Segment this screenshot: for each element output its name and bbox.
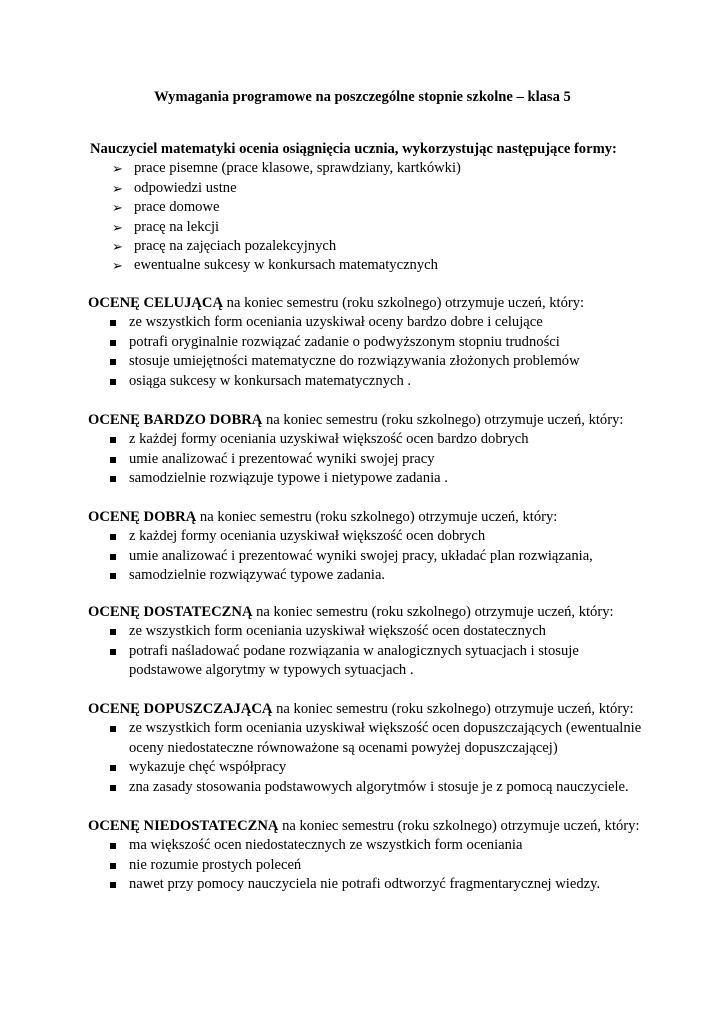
square-bullet-icon bbox=[110, 457, 116, 463]
grade-section-dopuszczajaca bbox=[88, 700, 648, 797]
arrow-bullet-icon: ➢ bbox=[112, 200, 123, 216]
grade-heading-rest: na koniec semestru (roku szkolnego) otrzymuje uczeń, który: bbox=[278, 818, 640, 834]
intro-heading: Nauczyciel matematyki ocenia osiągnięcia ucznia, wykorzystując następujące formy: bbox=[90, 141, 617, 157]
list-item bbox=[88, 622, 648, 641]
list-item bbox=[88, 527, 648, 546]
list-item-text: prace pisemne (prace klasowe, sprawdziany, kartkówki) bbox=[134, 160, 461, 177]
list-item bbox=[90, 218, 650, 237]
grade-heading bbox=[88, 411, 648, 430]
list-item-text: umie analizować i prezentować wyniki swojej pracy bbox=[129, 450, 435, 467]
list-item bbox=[88, 430, 648, 449]
list-item bbox=[88, 333, 648, 352]
list-item-text: samodzielnie rozwiązywać typowe zadania. bbox=[129, 567, 386, 584]
list-item-text: nie rozumie prostych poleceń bbox=[129, 856, 302, 873]
list-item bbox=[90, 256, 650, 275]
grade-heading-rest: na koniec semestru (roku szkolnego) otrzymuje uczeń, który: bbox=[196, 509, 558, 525]
grade-section-bardzo-dobra bbox=[88, 411, 648, 489]
list-item-text: prace domowe bbox=[134, 199, 220, 216]
list-item-text: wykazuje chęć współpracy bbox=[129, 759, 287, 776]
square-bullet-icon bbox=[110, 863, 116, 869]
grade-heading-rest: na koniec semestru (roku szkolnego) otrzymuje uczeń, który: bbox=[223, 295, 585, 311]
assessment-forms-list bbox=[90, 159, 650, 275]
list-item bbox=[88, 778, 648, 797]
list-item-text: ze wszystkich form oceniania uzyskiwał oceny bardzo dobre i celujące bbox=[129, 314, 543, 331]
square-bullet-icon bbox=[110, 882, 116, 888]
page-title: Wymagania programowe na poszczególne stopnie szkolne – klasa 5 bbox=[154, 89, 571, 105]
list-item bbox=[88, 856, 648, 875]
list-item-text: stosuje umiejętności matematyczne do rozwiązywania złożonych problemów bbox=[129, 353, 580, 370]
square-bullet-icon bbox=[110, 629, 116, 635]
grade-name: OCENĘ BARDZO DOBRĄ bbox=[88, 412, 263, 428]
criteria-list bbox=[88, 719, 648, 797]
grade-name: OCENĘ NIEDOSTATECZNĄ bbox=[88, 818, 279, 834]
grade-heading bbox=[88, 817, 648, 836]
arrow-bullet-icon: ➢ bbox=[112, 258, 123, 274]
square-bullet-icon bbox=[110, 534, 116, 540]
list-item-text: nawet przy pomocy nauczyciela nie potrafi odtworzyć fragmentarycznej wiedzy. bbox=[129, 876, 601, 893]
list-item-text: ze wszystkich form oceniania uzyskiwał większość ocen dopuszczających (ewentualnie oceny niedostateczne równoważone są ocenami powyżej dopuszczającej) bbox=[129, 720, 642, 756]
grade-heading-rest: na koniec semestru (roku szkolnego) otrzymuje uczeń, który: bbox=[252, 604, 614, 620]
list-item bbox=[88, 875, 648, 894]
square-bullet-icon bbox=[110, 476, 116, 482]
grade-name: OCENĘ DOSTATECZNĄ bbox=[88, 604, 253, 620]
grade-heading bbox=[88, 603, 648, 622]
square-bullet-icon bbox=[110, 843, 116, 849]
square-bullet-icon bbox=[110, 379, 116, 385]
list-item-text: ze wszystkich form oceniania uzyskiwał większość ocen dostatecznych bbox=[129, 623, 546, 640]
square-bullet-icon bbox=[110, 340, 116, 346]
intro-section bbox=[90, 140, 650, 276]
list-item bbox=[88, 642, 648, 681]
square-bullet-icon bbox=[110, 320, 116, 326]
criteria-list bbox=[88, 836, 648, 894]
list-item-text: potrafi naśladować podane rozwiązania w analogicznych sytuacjach i stosuje podstawowe algorytmy w typowych sytuacjach . bbox=[129, 642, 579, 679]
criteria-list bbox=[88, 622, 648, 680]
square-bullet-icon bbox=[110, 785, 116, 791]
list-item bbox=[88, 719, 648, 758]
list-item-text: pracę na zajęciach pozalekcyjnych bbox=[134, 238, 337, 255]
list-item-text: zna zasady stosowania podstawowych algorytmów i stosuje je z pomocą nauczyciele. bbox=[129, 778, 629, 795]
list-item bbox=[88, 836, 648, 855]
grade-section-niedostateczna bbox=[88, 817, 648, 895]
arrow-bullet-icon: ➢ bbox=[112, 161, 123, 177]
grade-heading bbox=[88, 294, 648, 313]
grade-section-dostateczna bbox=[88, 603, 648, 681]
list-item-text: ma większość ocen niedostatecznych ze wszystkich form oceniania bbox=[129, 837, 523, 854]
list-item bbox=[88, 566, 648, 585]
square-bullet-icon bbox=[110, 554, 116, 560]
list-item bbox=[90, 237, 650, 256]
square-bullet-icon bbox=[110, 573, 116, 579]
grade-section-dobra bbox=[88, 508, 648, 586]
square-bullet-icon bbox=[110, 359, 116, 365]
list-item bbox=[90, 198, 650, 217]
grade-heading-rest: na koniec semestru (roku szkolnego) otrzymuje uczeń, który: bbox=[272, 701, 634, 717]
arrow-bullet-icon: ➢ bbox=[112, 239, 123, 255]
list-item bbox=[90, 179, 650, 198]
grade-name: OCENĘ DOBRĄ bbox=[88, 509, 197, 525]
grade-heading-rest: na koniec semestru (roku szkolnego) otrzymuje uczeń, który: bbox=[262, 412, 624, 428]
square-bullet-icon bbox=[110, 437, 116, 443]
list-item bbox=[88, 352, 648, 371]
list-item-text: osiąga sukcesy w konkursach matematycznych . bbox=[129, 372, 412, 389]
list-item bbox=[88, 547, 648, 566]
grade-heading bbox=[88, 508, 648, 527]
square-bullet-icon bbox=[110, 649, 116, 655]
list-item-text: pracę na lekcji bbox=[134, 218, 220, 235]
list-item bbox=[88, 372, 648, 391]
square-bullet-icon bbox=[110, 726, 116, 732]
list-item bbox=[88, 469, 648, 488]
grade-name: OCENĘ CELUJĄCĄ bbox=[88, 295, 224, 311]
criteria-list bbox=[88, 527, 648, 585]
arrow-bullet-icon: ➢ bbox=[112, 219, 123, 235]
list-item bbox=[88, 313, 648, 332]
arrow-bullet-icon: ➢ bbox=[112, 180, 123, 196]
list-item-text: ewentualne sukcesy w konkursach matematycznych bbox=[134, 257, 438, 274]
list-item bbox=[88, 758, 648, 777]
list-item-text: umie analizować i prezentować wyniki swojej pracy, układać plan rozwiązania, bbox=[129, 547, 593, 564]
list-item bbox=[90, 159, 650, 178]
list-item-text: samodzielnie rozwiązuje typowe i nietypowe zadania . bbox=[129, 470, 448, 487]
grade-section-celujaca bbox=[88, 294, 648, 391]
list-item bbox=[88, 450, 648, 469]
square-bullet-icon bbox=[110, 765, 116, 771]
list-item-text: z każdej formy oceniania uzyskiwał większość ocen dobrych bbox=[129, 528, 486, 545]
grade-name: OCENĘ DOPUSZCZAJĄCĄ bbox=[88, 701, 273, 717]
list-item-text: z każdej formy oceniania uzyskiwał większość ocen bardzo dobrych bbox=[129, 431, 529, 448]
list-item-text: odpowiedzi ustne bbox=[134, 179, 237, 196]
list-item-text: potrafi oryginalnie rozwiązać zadanie o podwyższonym stopniu trudności bbox=[129, 333, 560, 350]
grade-heading bbox=[88, 700, 648, 719]
criteria-list bbox=[88, 430, 648, 488]
criteria-list bbox=[88, 313, 648, 391]
